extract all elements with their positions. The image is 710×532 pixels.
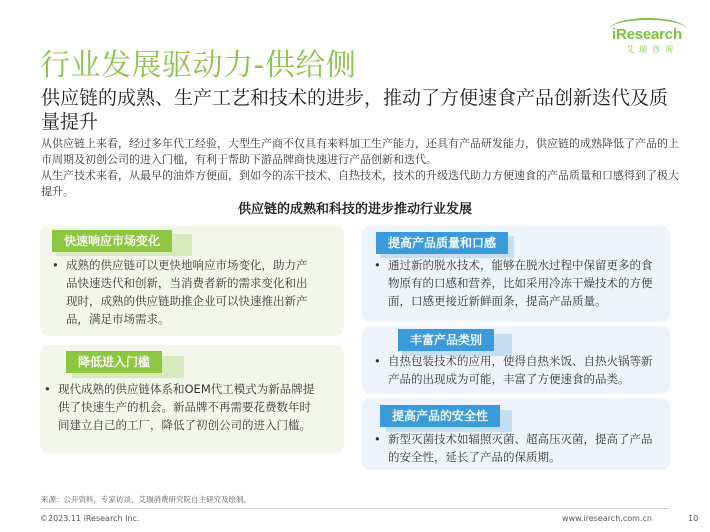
bullet-dot: •: [374, 354, 381, 368]
bullet-line: 现时，成熟的供应链助推企业可以快速推出新产: [66, 294, 308, 308]
card-bullet: [374, 352, 670, 388]
bullet-line: 通过新的脱水技术，能够在脱水过程中保留更多的食: [388, 258, 653, 272]
bullet-dot: •: [374, 432, 381, 446]
description-paragraph: 从供应链上来看，经过多年代工经验，大型生产商不仅具有来料加工生产能力，还具有产品研发能力，供应链的成熟降低了产品的上市周期及初创公司的进入门槛，有利于帮助下游品牌商快速进行产品创新和迭代。: [41, 137, 679, 166]
source-note: 来源：公开资料，专家访谈，艾瑞消费研究院自主研究及绘制。: [41, 495, 251, 504]
copyright: ©2023.11 iResearch Inc.: [40, 514, 140, 523]
bullet-line: 品快速迭代和创新，当消费者新的需求变化和出: [66, 276, 308, 290]
bullet-line: 的安全性，延长了产品的保质期。: [388, 450, 561, 464]
tag-lower-barrier: 降低进入门槛: [66, 351, 162, 373]
logo: iResearch: [612, 26, 682, 43]
description-paragraph: 从生产技术来看，从最早的油炸方便面，到如今的冻干技术、自热技术，技术的升级迭代助力方便速食的产品质量和口感得到了极大提升。: [41, 169, 679, 198]
section-title: 供应链的成熟和科技的进步推动行业发展: [237, 202, 472, 217]
card-bullet: [374, 430, 670, 466]
page-subtitle: 供应链的成熟、生产工艺和技术的进步，推动了方便速食产品创新迭代及质量提升: [41, 87, 669, 133]
tag-safety: 提高产品的安全性: [380, 405, 500, 427]
description: [41, 136, 681, 200]
bullet-dot: •: [374, 258, 381, 272]
tag-fast-response: 快速响应市场变化: [52, 230, 172, 252]
bullet-line: 成熟的供应链可以更快地响应市场变化，助力产: [66, 258, 308, 272]
page-title: 行业发展驱动力-供给侧: [40, 48, 357, 83]
page-number: 10: [688, 514, 699, 523]
bullet-line: 自热包装技术的应用，使得自热米饭、自热火锅等新: [388, 354, 653, 368]
bullet-line: 新型灭菌技术如辐照灭菌、超高压灭菌，提高了产品: [388, 432, 653, 446]
bullet-line: 产品的出现成为可能，丰富了方便速食的品类。: [388, 372, 630, 386]
bullet-dot: •: [44, 382, 51, 396]
bullet-line: 现代成熟的供应链体系和OEM代工模式为新品牌提: [58, 382, 315, 396]
bullet-line: 间建立自己的工厂，降低了初创公司的进入门槛。: [58, 418, 311, 432]
bullet-line: 品，满足市场需求。: [66, 312, 170, 326]
card-bullet: [44, 380, 340, 434]
tag-variety: 丰富产品类别: [398, 329, 494, 351]
tag-quality: 提高产品质量和口感: [376, 232, 508, 254]
bullet-line: 面，口感更接近新鲜面条，提高产品质量。: [388, 294, 607, 308]
card-bullet: [374, 256, 670, 310]
bullet-dot: •: [52, 258, 59, 272]
logo-subtitle: 艾瑞咨询: [626, 45, 678, 54]
card-bullet: [52, 256, 336, 328]
website-link[interactable]: www.iresearch.com.cn: [562, 514, 652, 523]
bullet-line: 供了快速生产的机会。新品牌不再需要花费数年时: [58, 400, 311, 414]
bullet-line: 物原有的口感和营养，比如采用冷冻干燥技术的方便: [388, 276, 653, 290]
footer-divider: [40, 508, 670, 509]
